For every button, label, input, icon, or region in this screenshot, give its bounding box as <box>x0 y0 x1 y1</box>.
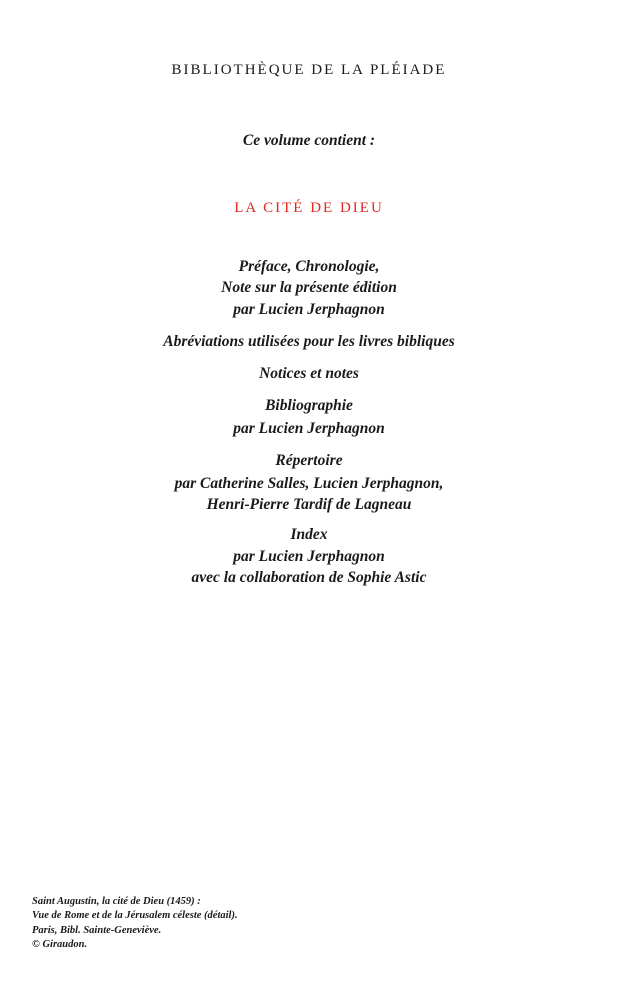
work-title: LA CITÉ DE DIEU <box>234 200 384 216</box>
contents-line: avec la collaboration de Sophie Astic <box>191 569 427 586</box>
contents-line: Note sur la présente édition <box>221 279 397 296</box>
contents-line: Répertoire <box>275 452 343 469</box>
contents-line: par Lucien Jerphagnon <box>233 420 385 437</box>
image-caption <box>32 895 238 952</box>
contents-line: Abréviations utilisées pour les livres bibliques <box>163 333 455 350</box>
contents-line: par Lucien Jerphagnon <box>233 548 385 565</box>
caption-line: © Giraudon. <box>32 938 88 950</box>
contents-line: Notices et notes <box>259 365 359 382</box>
contents-line: par Lucien Jerphagnon <box>233 301 385 318</box>
caption-line: Saint Augustin, la cité de Dieu (1459) : <box>32 896 201 907</box>
contents-line: Henri-Pierre Tardif de Lagneau <box>206 496 412 513</box>
contents-line: par Catherine Salles, Lucien Jerphagnon, <box>174 475 444 492</box>
contents-line: Préface, Chronologie, <box>238 258 380 275</box>
series-title: BIBLIOTHÈQUE DE LA PLÉIADE <box>171 62 447 78</box>
contents-line: Bibliographie <box>265 397 353 414</box>
contents-line: Index <box>290 526 328 543</box>
caption-line: Paris, Bibl. Sainte-Geneviève. <box>32 924 162 936</box>
volume-intro: Ce volume contient : <box>242 132 376 149</box>
caption-line: Vue de Rome et de la Jérusalem céleste (détail). <box>32 910 238 922</box>
